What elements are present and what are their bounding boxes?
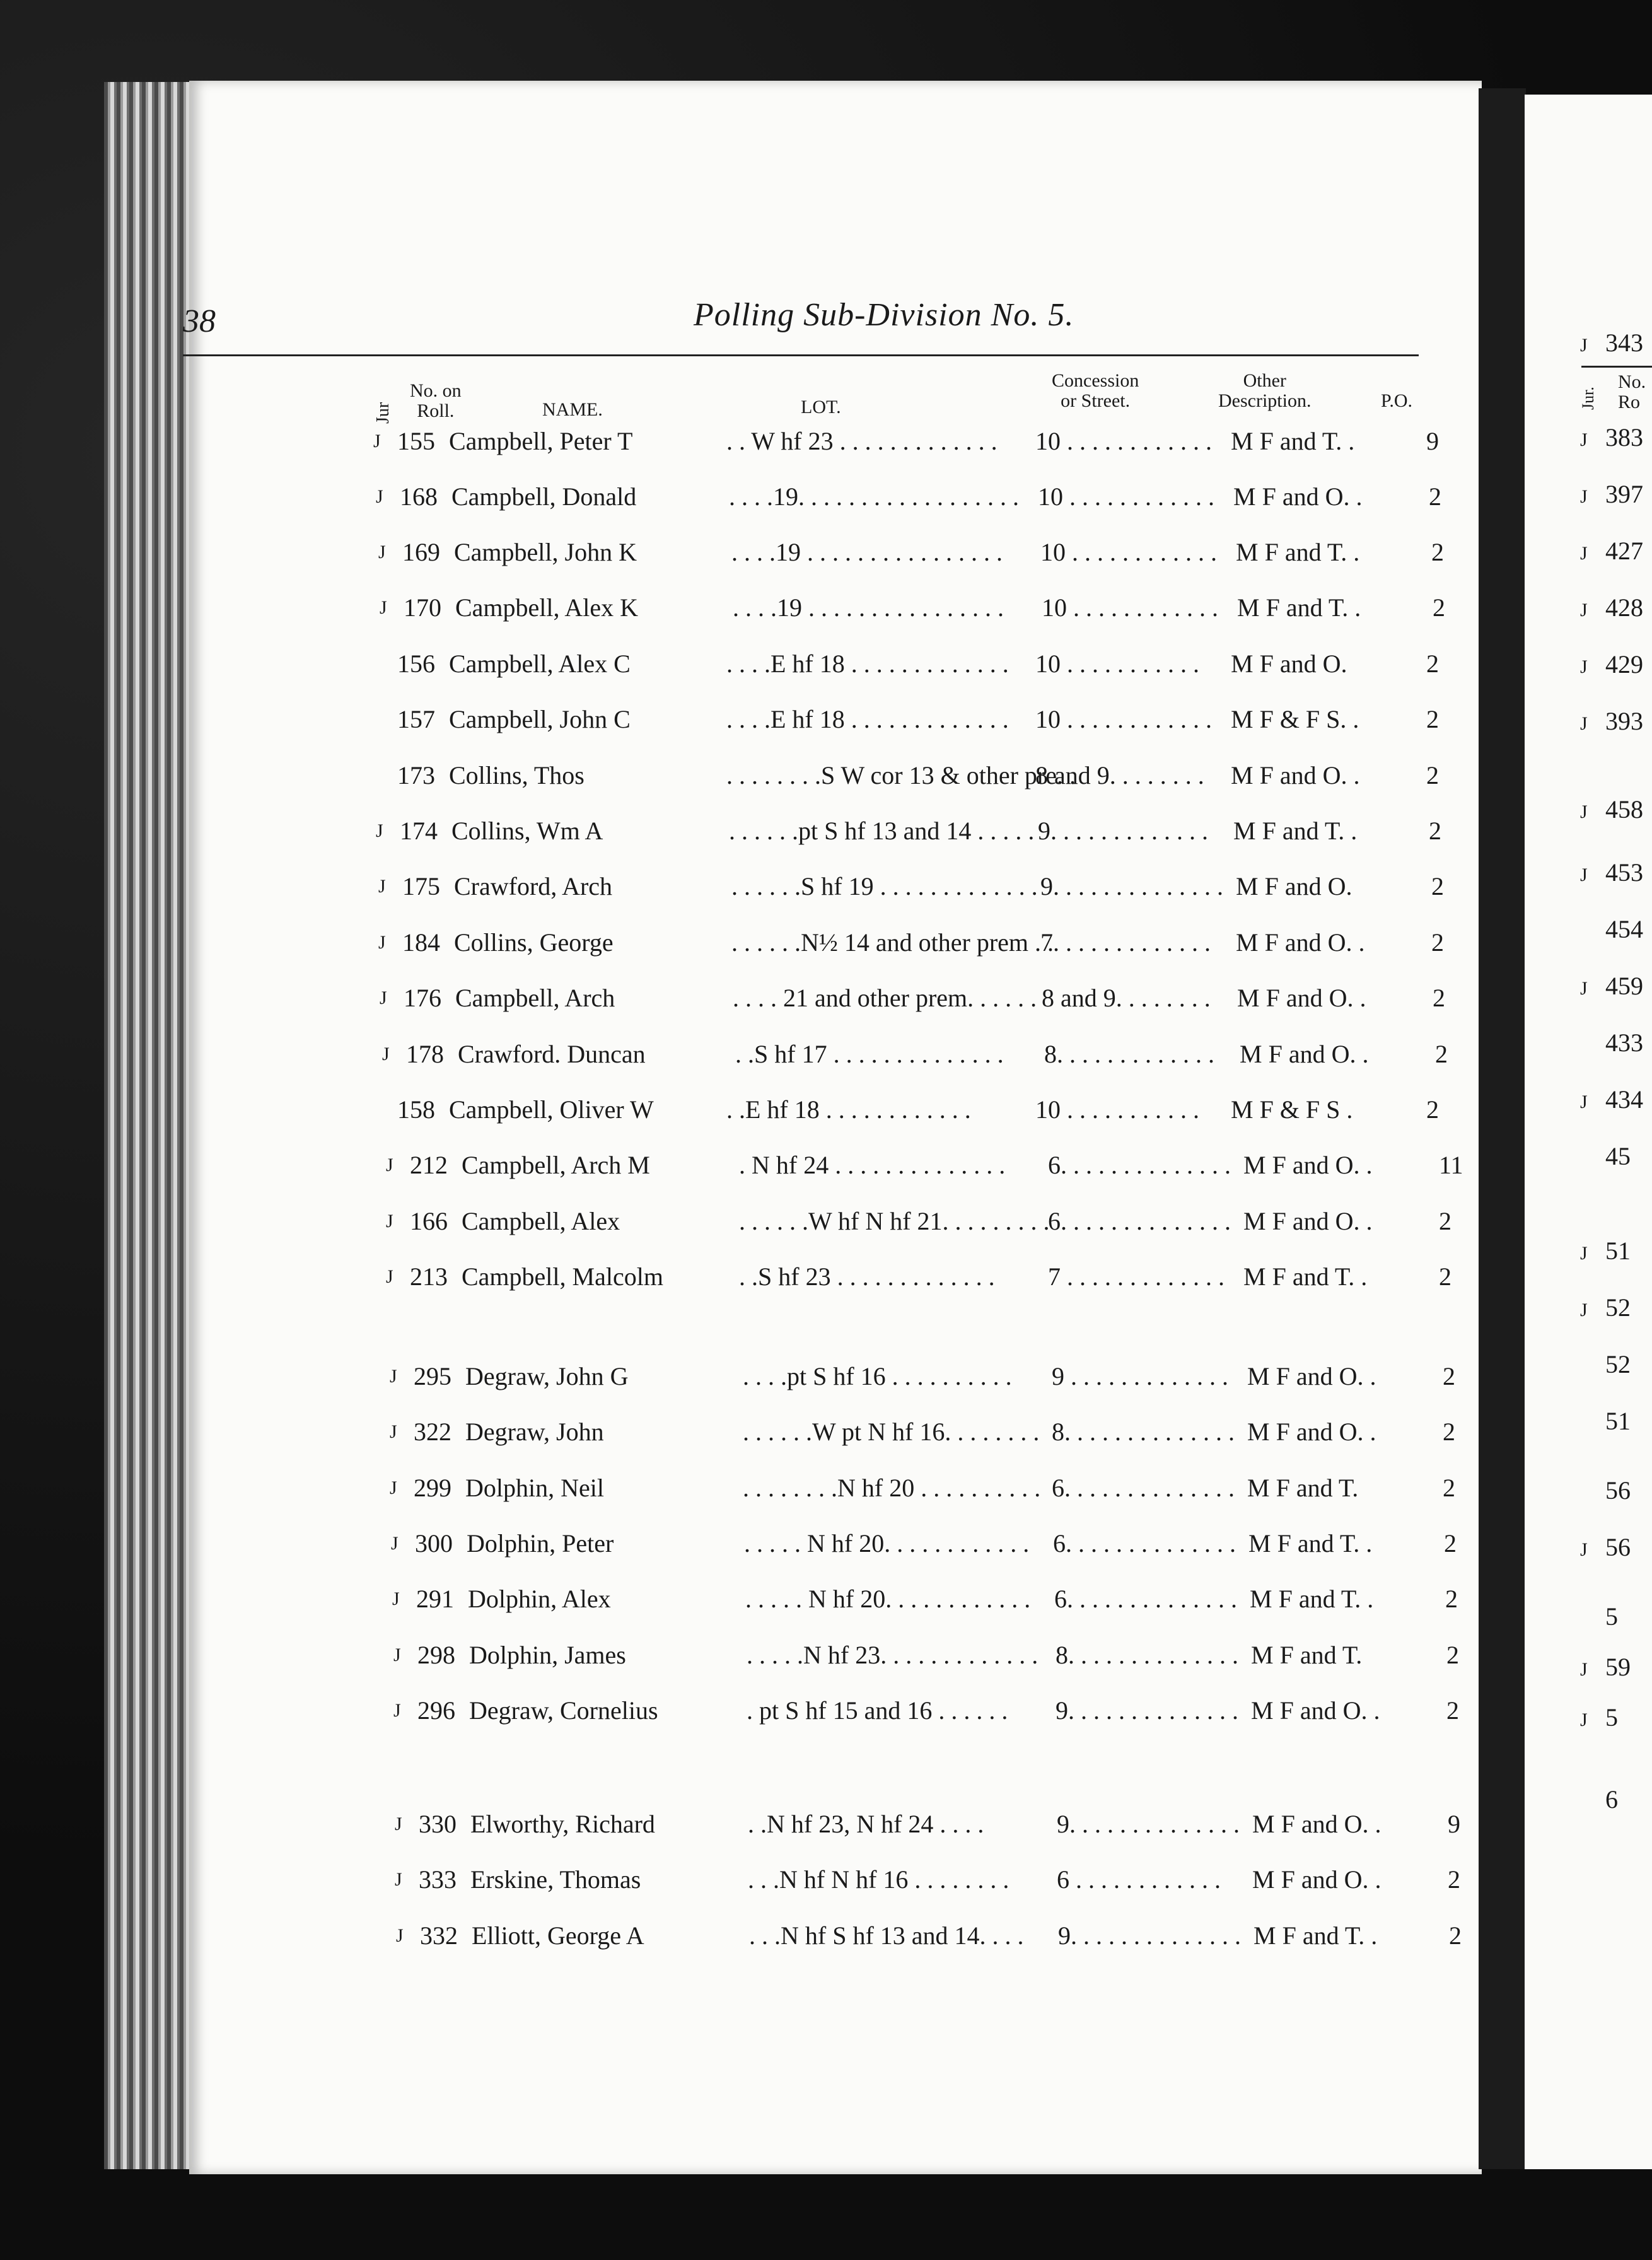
roll-number-cell: 156 bbox=[397, 649, 435, 678]
right-page-row bbox=[1580, 795, 1643, 824]
page-title: Polling Sub-Division No. 5. bbox=[694, 297, 1074, 333]
lot-cell: . . . . . .W hf N hf 21. . . . . . . . . bbox=[739, 1207, 1050, 1235]
description-cell: M F and O. bbox=[1231, 649, 1347, 678]
name-cell: Campbell, Alex bbox=[462, 1207, 620, 1235]
jur-cell: J bbox=[395, 1814, 402, 1834]
right-page-roll-cell: 52 bbox=[1605, 1350, 1631, 1378]
po-cell: 2 bbox=[1426, 705, 1439, 733]
right-page-jur-cell: J bbox=[1580, 335, 1588, 356]
header-po: P.O. bbox=[1381, 390, 1413, 411]
jur-cell: J bbox=[391, 1533, 398, 1554]
roll-number-cell: 333 bbox=[419, 1865, 457, 1894]
right-page-roll-cell: 51 bbox=[1605, 1407, 1631, 1435]
right-page-roll-cell: 5 bbox=[1605, 1703, 1618, 1732]
po-cell: 2 bbox=[1446, 1641, 1459, 1669]
name-cell: Degraw, John G bbox=[465, 1362, 629, 1390]
po-cell: 2 bbox=[1429, 482, 1441, 511]
concession-cell: 6. . . . . . . . . . . . . . bbox=[1048, 1207, 1231, 1235]
header-jur: Jur bbox=[373, 402, 393, 424]
right-page-roll-cell: 428 bbox=[1605, 593, 1643, 622]
jur-cell: J bbox=[378, 876, 386, 897]
lot-cell: . .E hf 18 . . . . . . . . . . . . bbox=[726, 1095, 971, 1124]
description-cell: M F & F S . bbox=[1231, 1095, 1353, 1124]
description-cell: M F and T. . bbox=[1236, 538, 1360, 566]
name-cell: Elliott, George A bbox=[472, 1921, 644, 1950]
right-page-row bbox=[1580, 706, 1643, 736]
lot-cell: . . W hf 23 . . . . . . . . . . . . . bbox=[726, 427, 998, 455]
right-page-rule bbox=[1581, 366, 1652, 368]
po-cell: 2 bbox=[1446, 1696, 1459, 1725]
concession-cell: 8. . . . . . . . . . . . . . bbox=[1052, 1418, 1235, 1446]
roll-number-cell: 299 bbox=[414, 1474, 451, 1502]
roll-number-cell: 157 bbox=[397, 705, 435, 733]
right-page-row bbox=[1605, 1028, 1643, 1057]
concession-cell: 9. . . . . . . . . . . . . . bbox=[1058, 1921, 1241, 1950]
right-page-roll-cell: 383 bbox=[1605, 423, 1643, 451]
roll-number-cell: 296 bbox=[417, 1696, 455, 1725]
right-page-roll-cell: 56 bbox=[1605, 1533, 1631, 1561]
right-page-roll-cell: 343 bbox=[1605, 329, 1643, 357]
right-page-roll-cell: 427 bbox=[1605, 537, 1643, 565]
lot-cell: . . .N hf S hf 13 and 14. . . . bbox=[749, 1921, 1024, 1950]
description-cell: M F and O. . bbox=[1243, 1207, 1373, 1235]
right-page-roll-cell: 59 bbox=[1605, 1653, 1631, 1681]
lot-cell: . . . . . .N½ 14 and other prem . . bbox=[731, 928, 1054, 957]
lot-cell: . . . . . . . .N hf 20 . . . . . . . . . . bbox=[743, 1474, 1041, 1502]
concession-cell: 6 . . . . . . . . . . . . bbox=[1057, 1865, 1221, 1894]
right-page-row bbox=[1605, 1476, 1631, 1505]
right-page-row bbox=[1580, 328, 1643, 358]
jur-cell: J bbox=[396, 1925, 404, 1946]
right-page-jur-cell: J bbox=[1580, 486, 1588, 507]
right-page-jur-cell: J bbox=[1580, 543, 1588, 564]
concession-cell: 10 . . . . . . . . . . . . bbox=[1038, 482, 1214, 511]
po-cell: 2 bbox=[1444, 1529, 1457, 1558]
concession-cell: 8. . . . . . . . . . . . . bbox=[1044, 1040, 1214, 1068]
right-page-row bbox=[1580, 1085, 1643, 1114]
po-cell: 2 bbox=[1449, 1921, 1462, 1950]
jur-cell: J bbox=[386, 1155, 393, 1175]
roll-number-cell: 170 bbox=[404, 593, 441, 622]
right-page-row bbox=[1580, 1236, 1631, 1266]
right-page-roll-cell: 397 bbox=[1605, 480, 1643, 508]
concession-cell: 9. . . . . . . . . . . . . . bbox=[1040, 872, 1223, 900]
jur-cell: J bbox=[390, 1421, 397, 1442]
lot-cell: . . . . .N hf 23. . . . . . . . . . . . . bbox=[747, 1641, 1038, 1669]
roll-number-cell: 295 bbox=[414, 1362, 451, 1390]
right-page bbox=[1525, 95, 1652, 2169]
po-cell: 2 bbox=[1445, 1585, 1458, 1613]
name-cell: Campbell, Alex C bbox=[449, 649, 631, 678]
lot-cell: . . . . 21 and other prem. . . . . . bbox=[733, 984, 1037, 1012]
right-page-row bbox=[1580, 593, 1643, 622]
jur-cell: J bbox=[390, 1477, 397, 1498]
jur-cell: J bbox=[395, 1869, 402, 1890]
lot-cell: . . . .E hf 18 . . . . . . . . . . . . . bbox=[726, 649, 1009, 678]
po-cell: 2 bbox=[1431, 928, 1444, 957]
name-cell: Crawford, Arch bbox=[454, 872, 613, 900]
right-page-jur-cell: J bbox=[1580, 1243, 1588, 1264]
roll-number-cell: 166 bbox=[410, 1207, 448, 1235]
right-page-row bbox=[1580, 1703, 1618, 1732]
right-page-jur-cell: J bbox=[1580, 801, 1588, 822]
concession-cell: 9. . . . . . . . . . . . . . bbox=[1057, 1810, 1240, 1838]
header-concession: Concession or Street. bbox=[1052, 370, 1139, 411]
header-rule bbox=[183, 354, 1419, 356]
jur-cell: J bbox=[376, 820, 383, 841]
lot-cell: . . . . . .pt S hf 13 and 14 . . . . . bbox=[729, 817, 1035, 845]
name-cell: Campbell, Malcolm bbox=[462, 1262, 663, 1291]
jur-cell: J bbox=[378, 932, 386, 953]
roll-number-cell: 168 bbox=[400, 482, 438, 511]
roll-number-cell: 184 bbox=[402, 928, 440, 957]
right-page-roll-cell: 433 bbox=[1605, 1028, 1643, 1057]
concession-cell: 6. . . . . . . . . . . . . . bbox=[1054, 1585, 1237, 1613]
po-cell: 2 bbox=[1431, 538, 1444, 566]
lot-cell: . . . .19. . . . . . . . . . . . . . . . . . bbox=[729, 482, 1019, 511]
description-cell: M F and T. . bbox=[1231, 427, 1355, 455]
po-cell: 2 bbox=[1439, 1207, 1451, 1235]
description-cell: M F and O. . bbox=[1252, 1865, 1382, 1894]
name-cell: Dolphin, Alex bbox=[468, 1585, 611, 1613]
description-cell: M F and O. . bbox=[1247, 1362, 1376, 1390]
right-page-roll-cell: 51 bbox=[1605, 1237, 1631, 1265]
name-cell: Dolphin, James bbox=[469, 1641, 626, 1669]
po-cell: 2 bbox=[1426, 761, 1439, 789]
description-cell: M F and T. . bbox=[1248, 1529, 1373, 1558]
description-cell: M F and O. . bbox=[1233, 482, 1363, 511]
po-cell: 2 bbox=[1431, 872, 1444, 900]
right-page-roll-cell: 393 bbox=[1605, 707, 1643, 735]
right-page-row bbox=[1605, 1141, 1631, 1171]
name-cell: Campbell, Peter T bbox=[449, 427, 633, 455]
roll-number-cell: 332 bbox=[420, 1921, 458, 1950]
right-page-roll-cell: 434 bbox=[1605, 1085, 1643, 1114]
po-cell: 2 bbox=[1443, 1474, 1455, 1502]
roll-number-cell: 175 bbox=[402, 872, 440, 900]
name-cell: Campbell, Oliver W bbox=[449, 1095, 654, 1124]
name-cell: Erskine, Thomas bbox=[470, 1865, 641, 1894]
concession-cell: 10 . . . . . . . . . . . . bbox=[1035, 705, 1212, 733]
po-cell: 2 bbox=[1426, 649, 1439, 678]
description-cell: M F and T. . bbox=[1243, 1262, 1368, 1291]
name-cell: Campbell, John C bbox=[449, 705, 631, 733]
right-page-row bbox=[1580, 422, 1643, 452]
right-page-roll-cell: 5 bbox=[1605, 1602, 1618, 1631]
roll-number-cell: 158 bbox=[397, 1095, 435, 1124]
header-name: NAME. bbox=[542, 399, 603, 420]
description-cell: M F and O. . bbox=[1240, 1040, 1369, 1068]
po-cell: 9 bbox=[1426, 427, 1439, 455]
description-cell: M F and T. bbox=[1247, 1474, 1359, 1502]
lot-cell: . . . . . .S hf 19 . . . . . . . . . . . . . bbox=[731, 872, 1038, 900]
right-page-row bbox=[1580, 1293, 1631, 1322]
right-page-row bbox=[1580, 971, 1643, 1001]
concession-cell: 10 . . . . . . . . . . . . bbox=[1042, 593, 1218, 622]
header-roll: No. on Roll. bbox=[410, 380, 462, 421]
right-page-jur-cell: J bbox=[1580, 865, 1588, 885]
description-cell: M F and O. . bbox=[1231, 761, 1360, 789]
roll-number-cell: 173 bbox=[397, 761, 435, 789]
concession-cell: 8 and 9. . . . . . . . bbox=[1035, 761, 1204, 789]
right-page-jur-cell: J bbox=[1580, 656, 1588, 677]
lot-cell: . .N hf 23, N hf 24 . . . . bbox=[748, 1810, 984, 1838]
jur-cell: J bbox=[378, 542, 386, 562]
concession-cell: 10 . . . . . . . . . . . bbox=[1035, 1095, 1199, 1124]
po-cell: 2 bbox=[1433, 984, 1445, 1012]
roll-number-cell: 176 bbox=[404, 984, 441, 1012]
po-cell: 2 bbox=[1429, 817, 1441, 845]
right-page-roll-cell: 429 bbox=[1605, 650, 1643, 679]
concession-cell: 7. . . . . . . . . . . . . bbox=[1040, 928, 1211, 957]
po-cell: 2 bbox=[1443, 1362, 1455, 1390]
right-page-row bbox=[1580, 1652, 1631, 1682]
right-page-roll-cell: 458 bbox=[1605, 795, 1643, 824]
name-cell: Dolphin, Neil bbox=[465, 1474, 604, 1502]
jur-cell: J bbox=[393, 1700, 401, 1721]
concession-cell: 10 . . . . . . . . . . . bbox=[1035, 649, 1199, 678]
lot-cell: . . .N hf N hf 16 . . . . . . . . bbox=[748, 1865, 1009, 1894]
lot-cell: . . . . . .W pt N hf 16. . . . . . . . bbox=[743, 1418, 1040, 1446]
concession-cell: 6. . . . . . . . . . . . . . bbox=[1053, 1529, 1236, 1558]
jur-cell: J bbox=[392, 1588, 400, 1609]
name-cell: Collins, Thos bbox=[449, 761, 585, 789]
lot-cell: . .S hf 23 . . . . . . . . . . . . . bbox=[739, 1262, 995, 1291]
concession-cell: 8. . . . . . . . . . . . . . bbox=[1056, 1641, 1238, 1669]
right-page-roll-cell: 52 bbox=[1605, 1293, 1631, 1322]
description-cell: M F and O. . bbox=[1247, 1418, 1376, 1446]
name-cell: Campbell, Arch bbox=[455, 984, 615, 1012]
right-page-jur-cell: J bbox=[1580, 1710, 1588, 1730]
roll-number-cell: 212 bbox=[410, 1151, 448, 1179]
name-cell: Collins, Wm A bbox=[451, 817, 603, 845]
lot-cell: . . . .19 . . . . . . . . . . . . . . . . bbox=[731, 538, 1003, 566]
name-cell: Degraw, John bbox=[465, 1418, 604, 1446]
name-cell: Campbell, John K bbox=[454, 538, 637, 566]
roll-number-cell: 213 bbox=[410, 1262, 448, 1291]
right-page-roll-header: No. Ro bbox=[1618, 371, 1646, 412]
roll-number-cell: 322 bbox=[414, 1418, 451, 1446]
description-cell: M F and O. . bbox=[1252, 1810, 1382, 1838]
right-page-row bbox=[1605, 1349, 1631, 1379]
lot-cell: . . . .E hf 18 . . . . . . . . . . . . . bbox=[726, 705, 1009, 733]
concession-cell: 9. . . . . . . . . . . . . . bbox=[1056, 1696, 1238, 1725]
concession-cell: 8 and 9. . . . . . . . bbox=[1042, 984, 1211, 1012]
lot-cell: . N hf 24 . . . . . . . . . . . . . . bbox=[739, 1151, 1006, 1179]
concession-cell: 9. . . . . . . . . . . . . bbox=[1038, 817, 1208, 845]
po-cell: 9 bbox=[1448, 1810, 1460, 1838]
right-page-jur-cell: J bbox=[1580, 1300, 1588, 1320]
page-number: 38 bbox=[183, 303, 216, 339]
po-cell: 2 bbox=[1435, 1040, 1448, 1068]
description-cell: M F and T. bbox=[1251, 1641, 1363, 1669]
right-page-jur-cell: J bbox=[1580, 1092, 1588, 1112]
right-page-row bbox=[1605, 1602, 1618, 1631]
right-page-row bbox=[1605, 914, 1643, 944]
right-page-roll-cell: 45 bbox=[1605, 1142, 1631, 1170]
roll-number-cell: 330 bbox=[419, 1810, 457, 1838]
jur-cell: J bbox=[393, 1645, 401, 1665]
right-page-row bbox=[1605, 1406, 1631, 1436]
roll-number-cell: 174 bbox=[400, 817, 438, 845]
name-cell: Campbell, Alex K bbox=[455, 593, 638, 622]
right-page-row bbox=[1580, 649, 1643, 679]
header-lot: LOT. bbox=[801, 397, 841, 417]
right-page-jur-cell: J bbox=[1580, 1539, 1588, 1560]
jur-cell: J bbox=[386, 1211, 393, 1232]
po-cell: 2 bbox=[1426, 1095, 1439, 1124]
jur-cell: J bbox=[386, 1266, 393, 1287]
roll-number-cell: 178 bbox=[406, 1040, 444, 1068]
right-page-jur-cell: J bbox=[1580, 600, 1588, 620]
concession-cell: 6. . . . . . . . . . . . . . bbox=[1052, 1474, 1235, 1502]
book-gutter bbox=[1479, 88, 1526, 2169]
concession-cell: 7 . . . . . . . . . . . . . bbox=[1048, 1262, 1224, 1291]
lot-cell: . .S hf 17 . . . . . . . . . . . . . . bbox=[735, 1040, 1004, 1068]
description-cell: M F and O. . bbox=[1236, 928, 1365, 957]
concession-cell: 10 . . . . . . . . . . . . bbox=[1035, 427, 1212, 455]
right-page-jur-cell: J bbox=[1580, 1659, 1588, 1680]
right-page-jur-cell: J bbox=[1580, 713, 1588, 734]
right-page-roll-cell: 6 bbox=[1605, 1785, 1618, 1814]
description-cell: M F & F S. . bbox=[1231, 705, 1359, 733]
right-page-roll-cell: 453 bbox=[1605, 858, 1643, 887]
po-cell: 2 bbox=[1448, 1865, 1460, 1894]
description-cell: M F and T. . bbox=[1233, 817, 1358, 845]
book-page-edges bbox=[104, 82, 192, 2169]
right-page-row bbox=[1580, 479, 1643, 509]
right-page-row bbox=[1605, 1785, 1618, 1814]
lot-cell: . . . . . N hf 20. . . . . . . . . . . . bbox=[745, 1585, 1031, 1613]
lot-cell: . . . . . . . .S W cor 13 & other pre. . bbox=[726, 761, 1076, 789]
po-cell: 2 bbox=[1433, 593, 1445, 622]
right-page-roll-cell: 459 bbox=[1605, 972, 1643, 1000]
roll-number-cell: 169 bbox=[402, 538, 440, 566]
description-cell: M F and T. . bbox=[1237, 593, 1361, 622]
po-cell: 11 bbox=[1439, 1151, 1463, 1179]
description-cell: M F and O. . bbox=[1251, 1696, 1380, 1725]
roll-number-cell: 298 bbox=[417, 1641, 455, 1669]
lot-cell: . pt S hf 15 and 16 . . . . . . bbox=[747, 1696, 1008, 1725]
po-cell: 2 bbox=[1443, 1418, 1455, 1446]
po-cell: 2 bbox=[1439, 1262, 1451, 1291]
right-page-roll-cell: 56 bbox=[1605, 1476, 1631, 1505]
concession-cell: 6. . . . . . . . . . . . . . bbox=[1048, 1151, 1231, 1179]
concession-cell: 9 . . . . . . . . . . . . . bbox=[1052, 1362, 1228, 1390]
right-page-row bbox=[1580, 858, 1643, 887]
jur-cell: J bbox=[373, 431, 381, 451]
right-page-row bbox=[1580, 536, 1643, 566]
name-cell: Degraw, Cornelius bbox=[469, 1696, 658, 1725]
lot-cell: . . . . . N hf 20. . . . . . . . . . . . bbox=[744, 1529, 1030, 1558]
concession-cell: 10 . . . . . . . . . . . . bbox=[1040, 538, 1217, 566]
roll-number-cell: 300 bbox=[415, 1529, 453, 1558]
description-cell: M F and T. . bbox=[1250, 1585, 1374, 1613]
name-cell: Crawford. Duncan bbox=[458, 1040, 646, 1068]
jur-cell: J bbox=[380, 987, 387, 1008]
name-cell: Campbell, Donald bbox=[451, 482, 637, 511]
right-page-roll-cell: 454 bbox=[1605, 915, 1643, 943]
jur-cell: J bbox=[382, 1044, 390, 1064]
roll-number-cell: 291 bbox=[416, 1585, 454, 1613]
description-cell: M F and O. . bbox=[1237, 984, 1366, 1012]
roll-number-cell: 155 bbox=[397, 427, 435, 455]
description-cell: M F and O. bbox=[1236, 872, 1352, 900]
lot-cell: . . . .19 . . . . . . . . . . . . . . . . bbox=[733, 593, 1004, 622]
jur-cell: J bbox=[376, 486, 383, 507]
name-cell: Dolphin, Peter bbox=[467, 1529, 614, 1558]
jur-cell: J bbox=[380, 597, 387, 618]
name-cell: Elworthy, Richard bbox=[470, 1810, 655, 1838]
name-cell: Collins, George bbox=[454, 928, 614, 957]
description-cell: M F and O. . bbox=[1243, 1151, 1373, 1179]
right-page-jur-header: Jur. bbox=[1579, 387, 1597, 410]
right-page-row bbox=[1580, 1532, 1631, 1562]
lot-cell: . . . .pt S hf 16 . . . . . . . . . . bbox=[743, 1362, 1012, 1390]
name-cell: Campbell, Arch M bbox=[462, 1151, 650, 1179]
description-cell: M F and T. . bbox=[1254, 1921, 1378, 1950]
jur-cell: J bbox=[390, 1366, 397, 1387]
right-page-jur-cell: J bbox=[1580, 429, 1588, 450]
header-other-description: Other Description. bbox=[1218, 370, 1312, 411]
right-page-jur-cell: J bbox=[1580, 978, 1588, 999]
